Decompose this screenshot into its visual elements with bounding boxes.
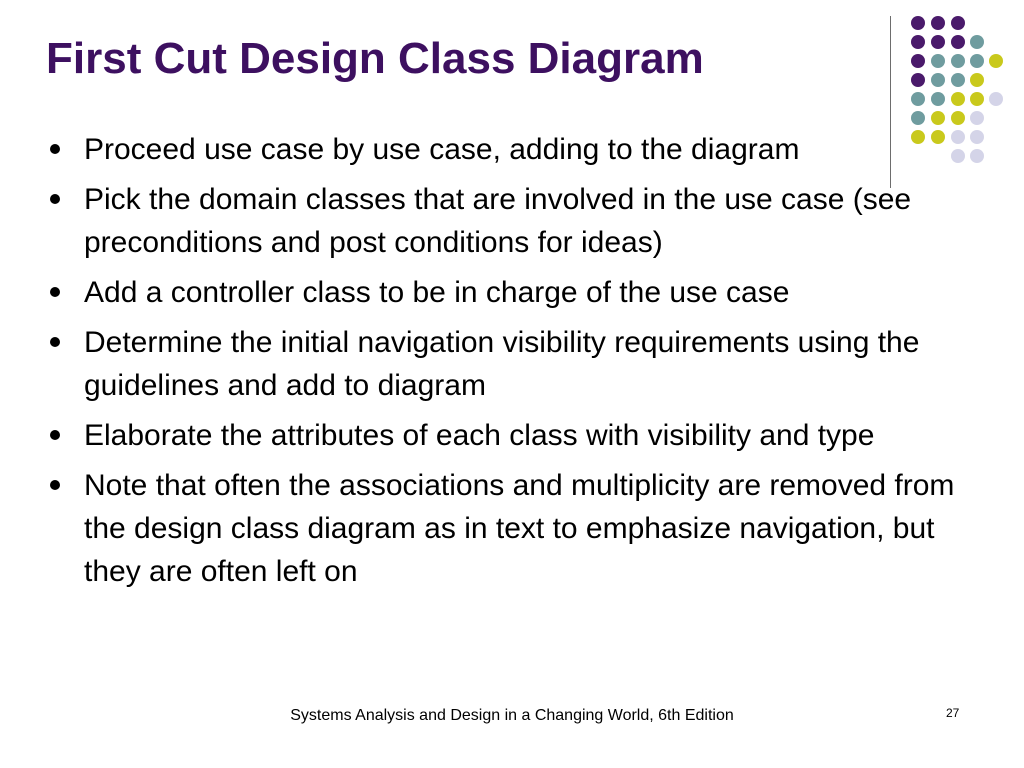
decor-dot	[931, 73, 945, 87]
decor-dot	[951, 16, 965, 30]
decor-dot	[931, 92, 945, 106]
decor-dot	[911, 16, 925, 30]
decor-dot	[989, 54, 1003, 68]
bullet-item	[46, 271, 996, 314]
slide-title: First Cut Design Class Diagram	[46, 34, 704, 83]
decor-dot	[911, 92, 925, 106]
page-number: 27	[946, 706, 960, 720]
decor-dot	[951, 54, 965, 68]
decor-dot	[911, 54, 925, 68]
bullet-text: Add a controller class to be in charge of the use case	[84, 276, 790, 309]
bullet-dot-icon	[50, 287, 60, 297]
bullet-item	[46, 128, 996, 171]
decor-dot	[911, 73, 925, 87]
bullet-item	[46, 464, 996, 593]
bullet-dot-icon	[50, 430, 60, 440]
decor-dot	[951, 111, 965, 125]
bullet-item	[46, 321, 996, 407]
decor-dot	[931, 111, 945, 125]
decor-dot	[931, 35, 945, 49]
decor-dot	[970, 35, 984, 49]
decor-dot	[970, 73, 984, 87]
bullet-dot-icon	[50, 337, 60, 347]
bullet-item	[46, 414, 996, 457]
decor-dot	[951, 35, 965, 49]
decor-dot	[970, 111, 984, 125]
decor-dot	[911, 35, 925, 49]
slide-footer: Systems Analysis and Design in a Changing World, 6th Edition	[290, 707, 734, 724]
decor-dot	[970, 54, 984, 68]
decor-dot	[931, 54, 945, 68]
decor-dot	[970, 92, 984, 106]
bullet-dot-icon	[50, 480, 60, 490]
bullet-dot-icon	[50, 194, 60, 204]
bullet-text: Elaborate the attributes of each class with visibility and type	[84, 419, 875, 452]
bullet-dot-icon	[50, 144, 60, 154]
bullet-list	[46, 128, 996, 600]
bullet-text: Proceed use case by use case, adding to the diagram	[84, 133, 800, 166]
decor-dot	[951, 92, 965, 106]
decor-dot	[989, 92, 1003, 106]
bullet-text: Pick the domain classes that are involved in the use case (see preconditions and post conditions for ideas)	[84, 183, 912, 259]
bullet-text: Determine the initial navigation visibility requirements using the guidelines and add to diagram	[84, 326, 920, 402]
bullet-item	[46, 178, 996, 264]
decor-dot	[931, 16, 945, 30]
bullet-text: Note that often the associations and multiplicity are removed from the design class diagram as in text to emphasize navigation, but they are often left on	[84, 469, 955, 588]
decor-dot	[951, 73, 965, 87]
decor-dot	[911, 111, 925, 125]
